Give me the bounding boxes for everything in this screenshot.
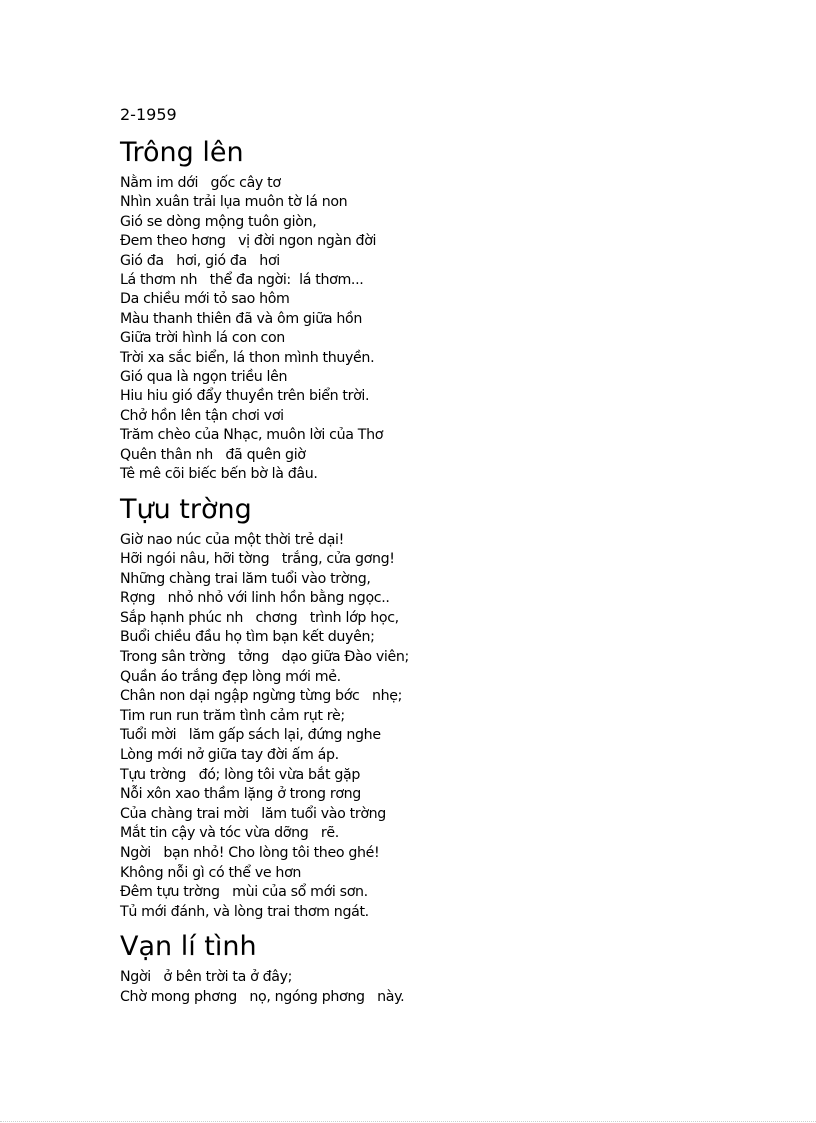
poem-line: Nỗi xôn xao thầm lặng ở trong rơng [120, 786, 361, 803]
poem-line: Giữa trời hình lá con con [120, 330, 285, 347]
poem-line: Ngời ở bên trời ta ở đây; [120, 969, 293, 986]
poem-line: Những chàng trai lăm tuổi vào trờng, [120, 570, 371, 587]
poem-line: Gió qua là ngọn triều lên [120, 369, 288, 386]
poem-line: Trời xa sắc biển, lá thon mình thuyền. [120, 349, 375, 366]
poem-line: Tê mê cõi biếc bến bờ là đâu. [120, 466, 318, 483]
poem-line: Tuổi mời lăm gấp sách lại, đứng nghe [120, 727, 381, 744]
poem-line: Tủ mới đánh, và lòng trai thơm ngát. [120, 903, 369, 920]
poem-line: Của chàng trai mời lăm tuổi vào trờng [120, 805, 386, 822]
poem-line: Không nỗi gì có thể ve hơn [120, 864, 302, 881]
poem-line: Tim run run trăm tình cảm rụt rè; [120, 707, 345, 724]
poem-line: Nhìn xuân trải lụa muôn tờ lá non [120, 194, 348, 211]
poem-line: Đêm tựu trờng mùi của sổ mới sơn. [120, 884, 368, 901]
poem-line: Lòng mới nở giữa tay đời ấm áp. [120, 747, 339, 764]
poem-line: Hỡi ngói nâu, hỡi tờng trắng, cửa gơng! [120, 551, 395, 568]
poem-line: Hiu hiu gió đẩy thuyền trên biển trời. [120, 388, 370, 405]
poem-line: Rợng nhỏ nhỏ với linh hồn bằng ngọc.. [120, 590, 390, 607]
document-page [120, 104, 780, 1016]
date-label: 2-1959 [120, 105, 177, 124]
poem-line: Chở hồn lên tận chơi vơi [120, 407, 284, 424]
poem-tuu-truong [120, 493, 780, 923]
poem-line: Giờ nao núc của một thời trẻ dại! [120, 531, 344, 548]
poem-line: Da chiều mới tỏ sao hôm [120, 291, 290, 308]
poem-line: Màu thanh thiên đã và ôm giữa hồn [120, 310, 362, 327]
poem-line: Quần áo trắng đẹp lòng mới mẻ. [120, 668, 341, 685]
poem-line: Lá thơm nh thể đa ngời: lá thơm... [120, 272, 364, 289]
poem-body [120, 968, 780, 1007]
page-bottom-divider [0, 1121, 816, 1122]
poem-van-li-tinh [120, 930, 780, 1007]
poem-line: Gió đa hơi, gió đa hơi [120, 252, 280, 269]
poem-line: Mắt tin cậy và tóc vừa dỡng rẽ. [120, 825, 339, 842]
poem-body [120, 174, 780, 485]
poem-line: Sắp hạnh phúc nh chơng trình lớp học, [120, 609, 399, 626]
poem-line: Trong sân trờng tởng dạo giữa Đào viên; [120, 649, 409, 666]
poem-title: Vạn lí tình [120, 931, 257, 963]
poem-body [120, 531, 780, 923]
poem-title: Tựu trờng [120, 493, 252, 525]
poem-line: Chờ mong phơng nọ, ngóng phơng này. [120, 988, 405, 1005]
poem-line: Chân non dại ngập ngừng từng bớc nhẹ; [120, 688, 403, 705]
poem-line: Trăm chèo của Nhạc, muôn lời của Thơ [120, 427, 384, 444]
poem-line: Quên thân nh đã quên giờ [120, 446, 306, 463]
poem-trong-len [120, 136, 780, 485]
poem-title: Trông lên [120, 137, 244, 168]
poem-line: Ngời bạn nhỏ! Cho lòng tôi theo ghé! [120, 845, 380, 861]
poem-line: Gió se dòng mộng tuôn giòn, [120, 213, 317, 230]
poem-line: Tựu trờng đó; lòng tôi vừa bắt gặp [120, 766, 361, 783]
poem-line: Đem theo hơng vị đời ngon ngàn đời [120, 233, 377, 250]
poem-line: Nằm im dới gốc cây tơ [120, 175, 281, 191]
poem-line: Buổi chiều đầu họ tìm bạn kết duyên; [120, 629, 375, 646]
